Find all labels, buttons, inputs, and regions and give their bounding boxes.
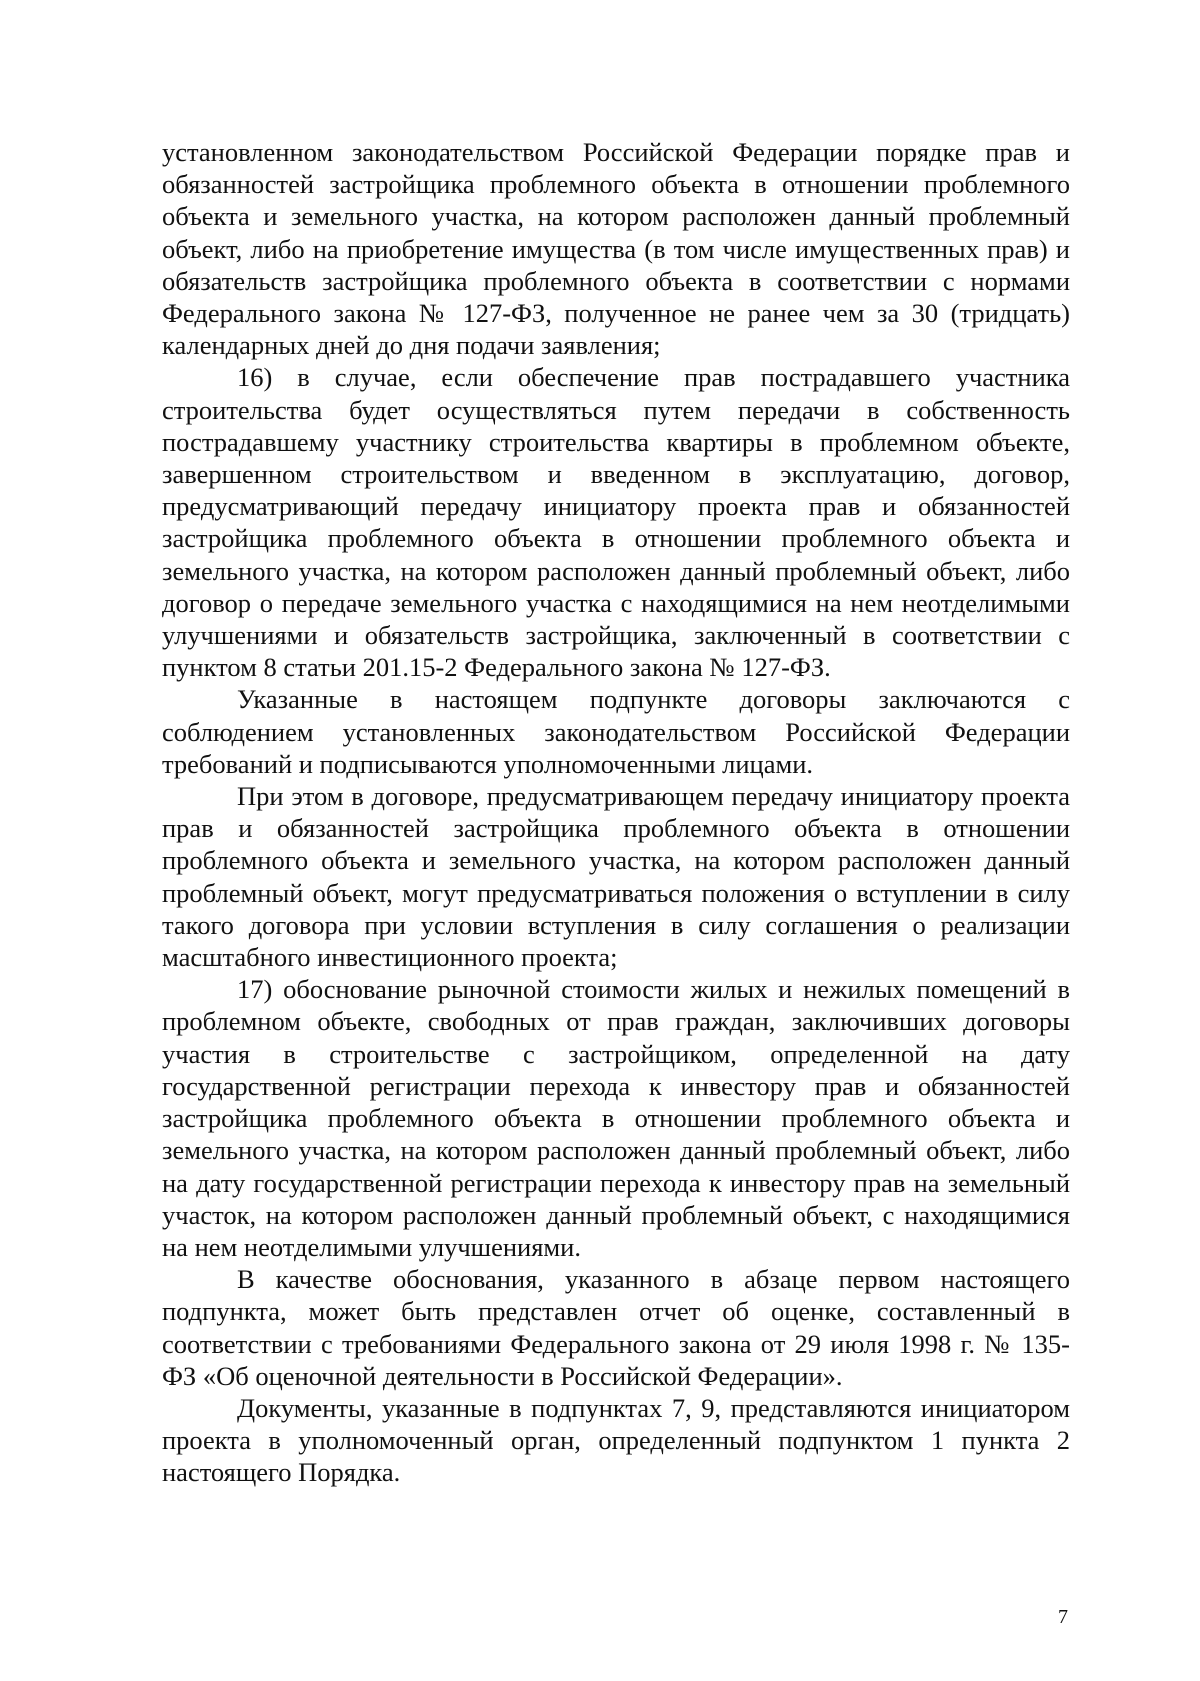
paragraph-valuation-report: В качестве обоснования, указанного в абзаце первом настоящего подпункта, может быть представлен отчет об оценке, составленный в соответствии с требованиями Федерального закона от 29 июля 1998 г. № 135-ФЗ «Об оценочной деятельности в Российской Федерации». — [162, 1264, 1070, 1391]
paragraph-subitem-17: 17) обоснование рыночной стоимости жилых и нежилых помещений в проблемном объекте, свободных от прав граждан, заключивших договоры участия в строительстве с застройщиком, определенной на дату государственной регистрации перехода к инвестору прав и обязанностей застройщика проблемного объекта в отношении проблемного объекта и земельного участка, на котором расположен данный проблемный объект, либо на дату государственной регистрации перехода к инвестору прав на земельный участок, на котором расположен данный проблемный объект, с находящимися на нем неотделимыми улучшениями. — [162, 974, 1070, 1262]
page-number: 7 — [1058, 1606, 1068, 1628]
paragraph-subitem-16: 16) в случае, если обеспечение прав пострадавшего участника строительства будет осуществляться путем передачи в собственность пострадавшему участнику строительства квартиры в проблемном объекте, завершенном строительством и введенном в эксплуатацию, договор, предусматривающий передачу инициатору проекта прав и обязанностей застройщика проблемного объекта в отношении проблемного объекта и земельного участка, на котором расположен данный проблемный объект, либо договор о передаче земельного участка с находящимися на нем неотделимыми улучшениями и обязательств застройщика, заключенный в соответствии с пунктом 8 статьи 201.15-2 Федерального закона № 127-ФЗ. — [162, 362, 1070, 683]
paragraph-contracts-note: Указанные в настоящем подпункте договоры заключаются с соблюдением установленных законодательством Российской Федерации требований и подписываются уполномоченными лицами. — [162, 684, 1070, 779]
paragraph-documents-submission: Документы, указанные в подпунктах 7, 9, представляются инициатором проекта в уполномоченный орган, определенный подпунктом 1 пункта 2 настоящего Порядка. — [162, 1392, 1070, 1488]
document-body — [162, 136, 1070, 1489]
paragraph-continuation: установленном законодательством Российской Федерации порядке прав и обязанностей застройщика проблемного объекта в отношении проблемного объекта и земельного участка, на котором расположен данный проблемный объект, либо на приобретение имущества (в том числе имущественных прав) и обязательств застройщика проблемного объекта в соответствии с нормами Федерального закона № 127-ФЗ, полученное не ранее чем за 30 (тридцать) календарных дней до дня подачи заявления; — [162, 137, 1070, 361]
paragraph-contract-provisions: При этом в договоре, предусматривающем передачу инициатору проекта прав и обязанностей застройщика проблемного объекта в отношении проблемного объекта и земельного участка, на котором расположен данный проблемный объект, могут предусматриваться положения о вступлении в силу такого договора при условии вступления в силу соглашения о реализации масштабного инвестиционного проекта; — [162, 781, 1070, 973]
